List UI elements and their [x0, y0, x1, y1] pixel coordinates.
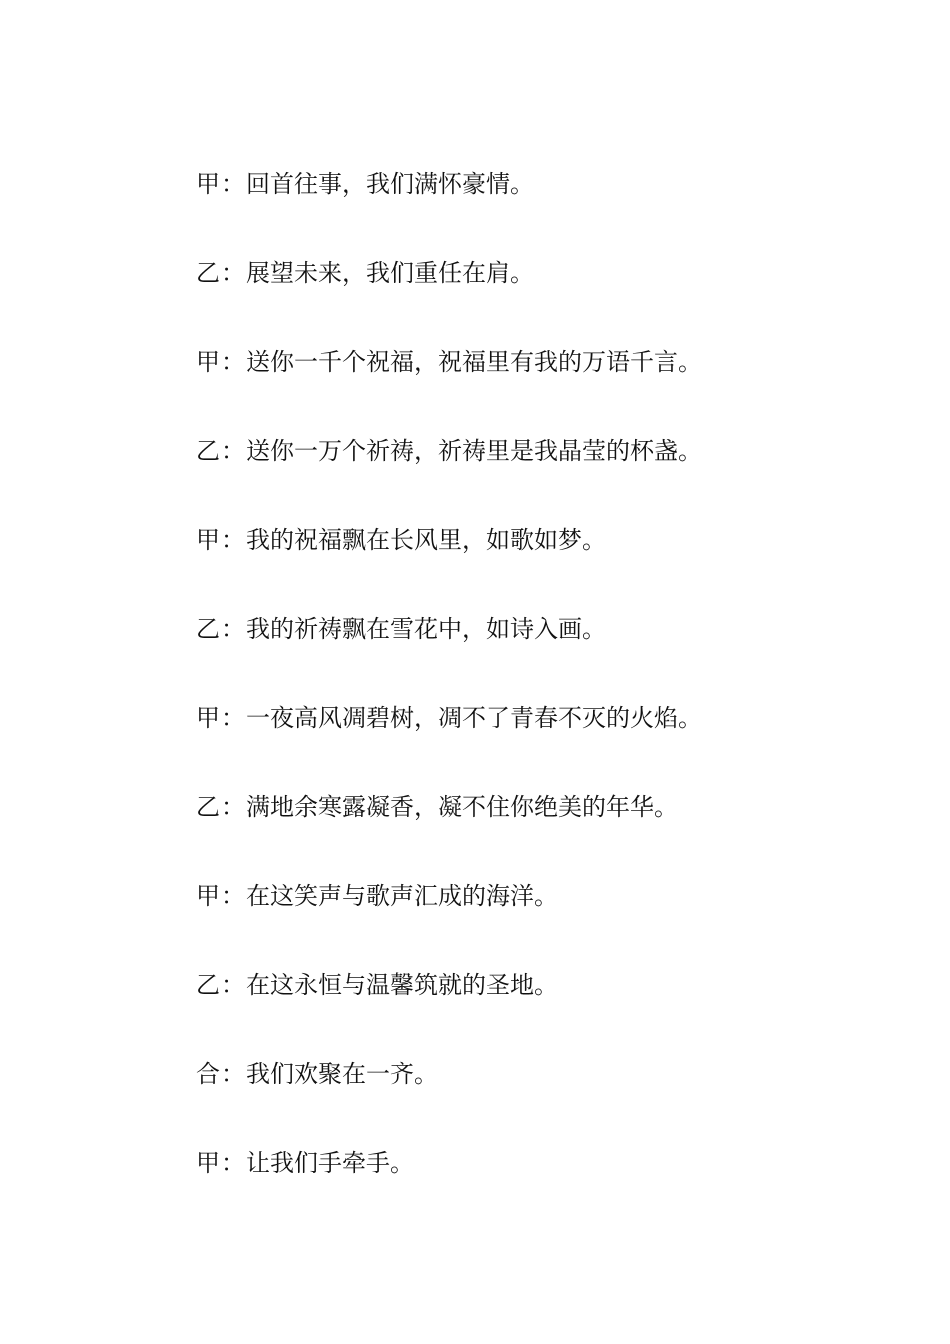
line-text: 送你一万个祈祷，祈祷里是我晶莹的杯盏。: [246, 437, 702, 465]
line-text: 让我们手牵手。: [246, 1149, 414, 1177]
line-text: 我的祝福飘在长风里，如歌如梦。: [246, 526, 606, 554]
line-text: 我的祈祷飘在雪花中，如诗入画。: [246, 615, 606, 643]
colon: ：: [221, 1149, 245, 1177]
speaker-label: 甲: [196, 348, 220, 376]
colon: ：: [221, 704, 245, 732]
colon: ：: [221, 437, 245, 465]
line-text: 我们欢聚在一齐。: [246, 1060, 438, 1088]
dialogue-line: [196, 790, 678, 824]
dialogue-line: [196, 612, 606, 646]
speaker-label: 甲: [196, 526, 220, 554]
speaker-label: 乙: [196, 437, 220, 465]
line-text: 一夜高风凋碧树，凋不了青春不灭的火焰。: [246, 704, 702, 732]
dialogue-line: [196, 256, 534, 290]
colon: ：: [221, 526, 245, 554]
colon: ：: [221, 259, 245, 287]
dialogue-line: [196, 968, 558, 1002]
speaker-label: 乙: [196, 793, 220, 821]
line-text: 满地余寒露凝香，凝不住你绝美的年华。: [246, 793, 678, 821]
colon: ：: [221, 348, 245, 376]
speaker-label: 甲: [196, 1149, 220, 1177]
line-text: 在这永恒与温馨筑就的圣地。: [246, 971, 558, 999]
line-text: 送你一千个祝福，祝福里有我的万语千言。: [246, 348, 702, 376]
speaker-label: 乙: [196, 971, 220, 999]
dialogue-line: [196, 167, 534, 201]
colon: ：: [221, 971, 245, 999]
colon: ：: [221, 1060, 245, 1088]
dialogue-line: [196, 523, 606, 557]
line-text: 展望未来，我们重任在肩。: [246, 259, 534, 287]
line-text: 回首往事，我们满怀豪情。: [246, 170, 534, 198]
dialogue-line: [196, 434, 702, 468]
speaker-label: 合: [196, 1060, 220, 1088]
speaker-label: 乙: [196, 615, 220, 643]
dialogue-line: [196, 1057, 438, 1091]
colon: ：: [221, 170, 245, 198]
dialogue-line: [196, 345, 702, 379]
speaker-label: 甲: [196, 882, 220, 910]
colon: ：: [221, 615, 245, 643]
dialogue-line: [196, 1146, 414, 1180]
speaker-label: 乙: [196, 259, 220, 287]
dialogue-line: [196, 879, 558, 913]
speaker-label: 甲: [196, 704, 220, 732]
colon: ：: [221, 793, 245, 821]
colon: ：: [221, 882, 245, 910]
line-text: 在这笑声与歌声汇成的海洋。: [246, 882, 558, 910]
dialogue-line: [196, 701, 702, 735]
speaker-label: 甲: [196, 170, 220, 198]
